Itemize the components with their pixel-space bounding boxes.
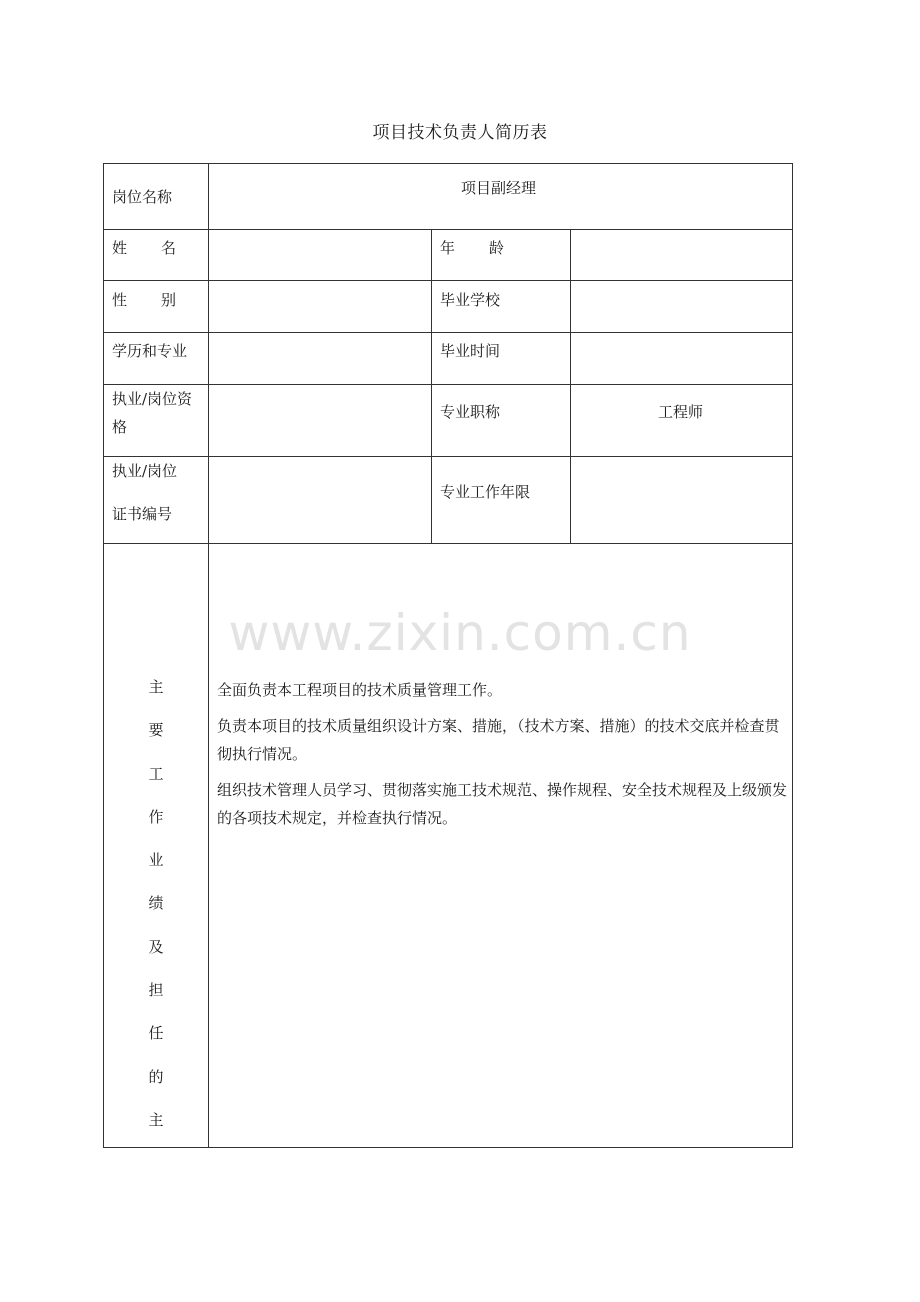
table-row-divider (103, 456, 793, 457)
professional-title-label: 专业职称 (440, 403, 501, 421)
education-label: 学历和专业 (112, 342, 188, 360)
duties-label-char: 要 (148, 721, 164, 740)
name-label-char-1: 姓 (112, 239, 128, 257)
duties-label-char: 的 (148, 1067, 164, 1086)
position-label: 岗位名称 (112, 188, 173, 206)
duties-label-char: 担 (148, 981, 164, 1000)
table-border-top (103, 163, 793, 164)
document-title: 项目技术负责人简历表 (372, 123, 548, 143)
table-row-divider (103, 543, 793, 544)
table-col-divider (431, 229, 432, 543)
duty-paragraph: 负责本项目的技术质量组织设计方案、措施，（技术方案、措施）的技术交底并检查贯彻执行情况。 (217, 717, 780, 763)
work-years-label: 专业工作年限 (440, 483, 531, 501)
name-label-char-2: 名 (161, 239, 177, 257)
professional-title-value: 工程师 (658, 403, 704, 421)
duties-label-char: 任 (148, 1024, 164, 1043)
watermark: www.zixin.com.cn (228, 604, 692, 662)
qualification-label-line2: 格 (112, 418, 128, 436)
gender-label-char-1: 性 (112, 291, 128, 309)
duties-label-char: 绩 (148, 894, 164, 913)
cert-label-line2: 证书编号 (112, 505, 173, 523)
duties-label (103, 676, 209, 1152)
duty-paragraph: 组织技术管理人员学习、贯彻落实施工技术规范、操作规程、安全技术规程及上级颁发的各项技术规定，并检查执行情况。 (217, 781, 788, 827)
duties-label-char: 主 (148, 678, 164, 696)
duties-content (217, 676, 787, 840)
table-row-divider (103, 384, 793, 385)
duties-label-char: 业 (148, 851, 164, 870)
cert-label-line1: 执业/岗位 (112, 462, 178, 480)
qualification-label-line1: 执业/岗位资 (112, 390, 193, 408)
duties-label-char: 主 (148, 1110, 164, 1129)
grad-time-label: 毕业时间 (440, 342, 501, 360)
table-row-divider (103, 280, 793, 281)
position-value: 项目副经理 (461, 179, 537, 197)
duties-label-char: 作 (148, 807, 164, 826)
table-row-divider (103, 229, 793, 230)
school-label: 毕业学校 (440, 291, 501, 309)
duty-paragraph: 全面负责本工程项目的技术质量管理工作。 (217, 681, 503, 699)
duties-label-char: 及 (148, 937, 164, 956)
age-label-char-2: 龄 (489, 239, 505, 257)
table-col-divider (570, 229, 571, 543)
duties-label-char: 工 (148, 764, 164, 783)
gender-label-char-2: 别 (161, 291, 177, 309)
table-row-divider (103, 332, 793, 333)
age-label-char-1: 年 (440, 239, 456, 257)
